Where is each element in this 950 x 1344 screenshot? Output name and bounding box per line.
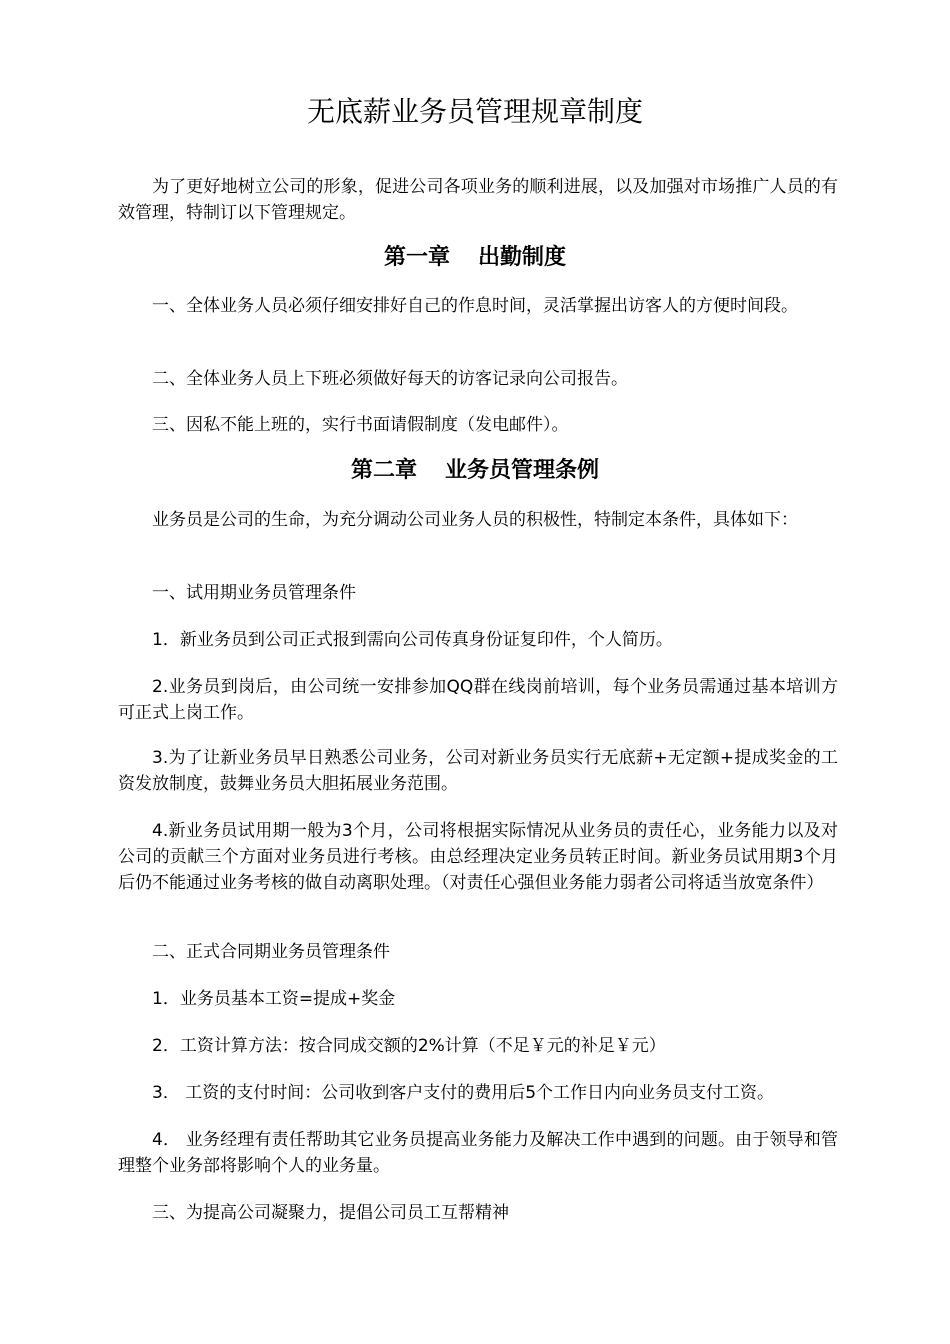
chapter-1-item: 一、全体业务人员必须仔细安排好自己的作息时间，灵活掌握出访客人的方便时间段。 xyxy=(152,296,798,316)
section-1-item: 1．新业务员到公司正式报到需向公司传真身份证复印件，个人简历。 xyxy=(152,630,673,650)
chapter-1-heading xyxy=(0,243,950,273)
section-2-heading: 二、正式合同期业务员管理条件 xyxy=(152,942,390,962)
section-2-item: 3． 工资的支付时间：公司收到客户支付的费用后5个工作日内向业务员支付工资。 xyxy=(152,1083,775,1103)
chapter-1-item: 二、全体业务人员上下班必须做好每天的访客记录向公司报告。 xyxy=(152,369,628,389)
section-1-item: 3.为了让新业务员早日熟悉公司业务，公司对新业务员实行无底薪+无定额+提成奖金的工资发放制度，鼓舞业务员大胆拓展业务范围。 xyxy=(118,748,838,794)
intro-paragraph: 为了更好地树立公司的形象，促进公司各项业务的顺利进展，以及加强对市场推广人员的有效管理，特制订以下管理规定。 xyxy=(118,177,838,223)
chapter-1-number: 第一章 xyxy=(383,245,450,270)
section-2-item: 2．工资计算方法：按合同成交额的2%计算（不足￥元的补足￥元） xyxy=(152,1036,666,1056)
chapter-1-item: 三、因私不能上班的，实行书面请假制度（发电邮件）。 xyxy=(152,415,569,435)
section-2-item: 4． 业务经理有责任帮助其它业务员提高业务能力及解决工作中遇到的问题。由于领导和管理整个业务部将影响个人的业务量。 xyxy=(118,1130,838,1176)
chapter-2-heading xyxy=(0,456,950,486)
document-title: 无底薪业务员管理规章制度 xyxy=(306,95,643,128)
chapter-2-number: 第二章 xyxy=(350,458,417,483)
chapter-2-name: 业务员管理条例 xyxy=(445,458,600,483)
section-1-item: 4.新业务员试用期一般为3个月，公司将根据实际情况从业务员的责任心，业务能力以及对公司的贡献三个方面对业务员进行考核。由总经理决定业务员转正时间。新业务员试用期3个月后仍不能通过业务考核的做自动离职处理。（对责任心强但业务能力弱者公司将适当放宽条件） xyxy=(118,821,838,893)
section-1-heading: 一、试用期业务员管理条件 xyxy=(152,583,356,603)
chapter-2-intro: 业务员是公司的生命，为充分调动公司业务人员的积极性，特制定本条件，具体如下： xyxy=(152,510,798,530)
section-2-item: 1．业务员基本工资=提成+奖金 xyxy=(152,989,396,1009)
section-1-item: 2.业务员到岗后，由公司统一安排参加QQ群在线岗前培训，每个业务员需通过基本培训方可正式上岗工作。 xyxy=(118,677,838,723)
chapter-1-name: 出勤制度 xyxy=(478,245,567,270)
section-3-heading: 三、为提高公司凝聚力，提倡公司员工互帮精神 xyxy=(152,1203,509,1223)
